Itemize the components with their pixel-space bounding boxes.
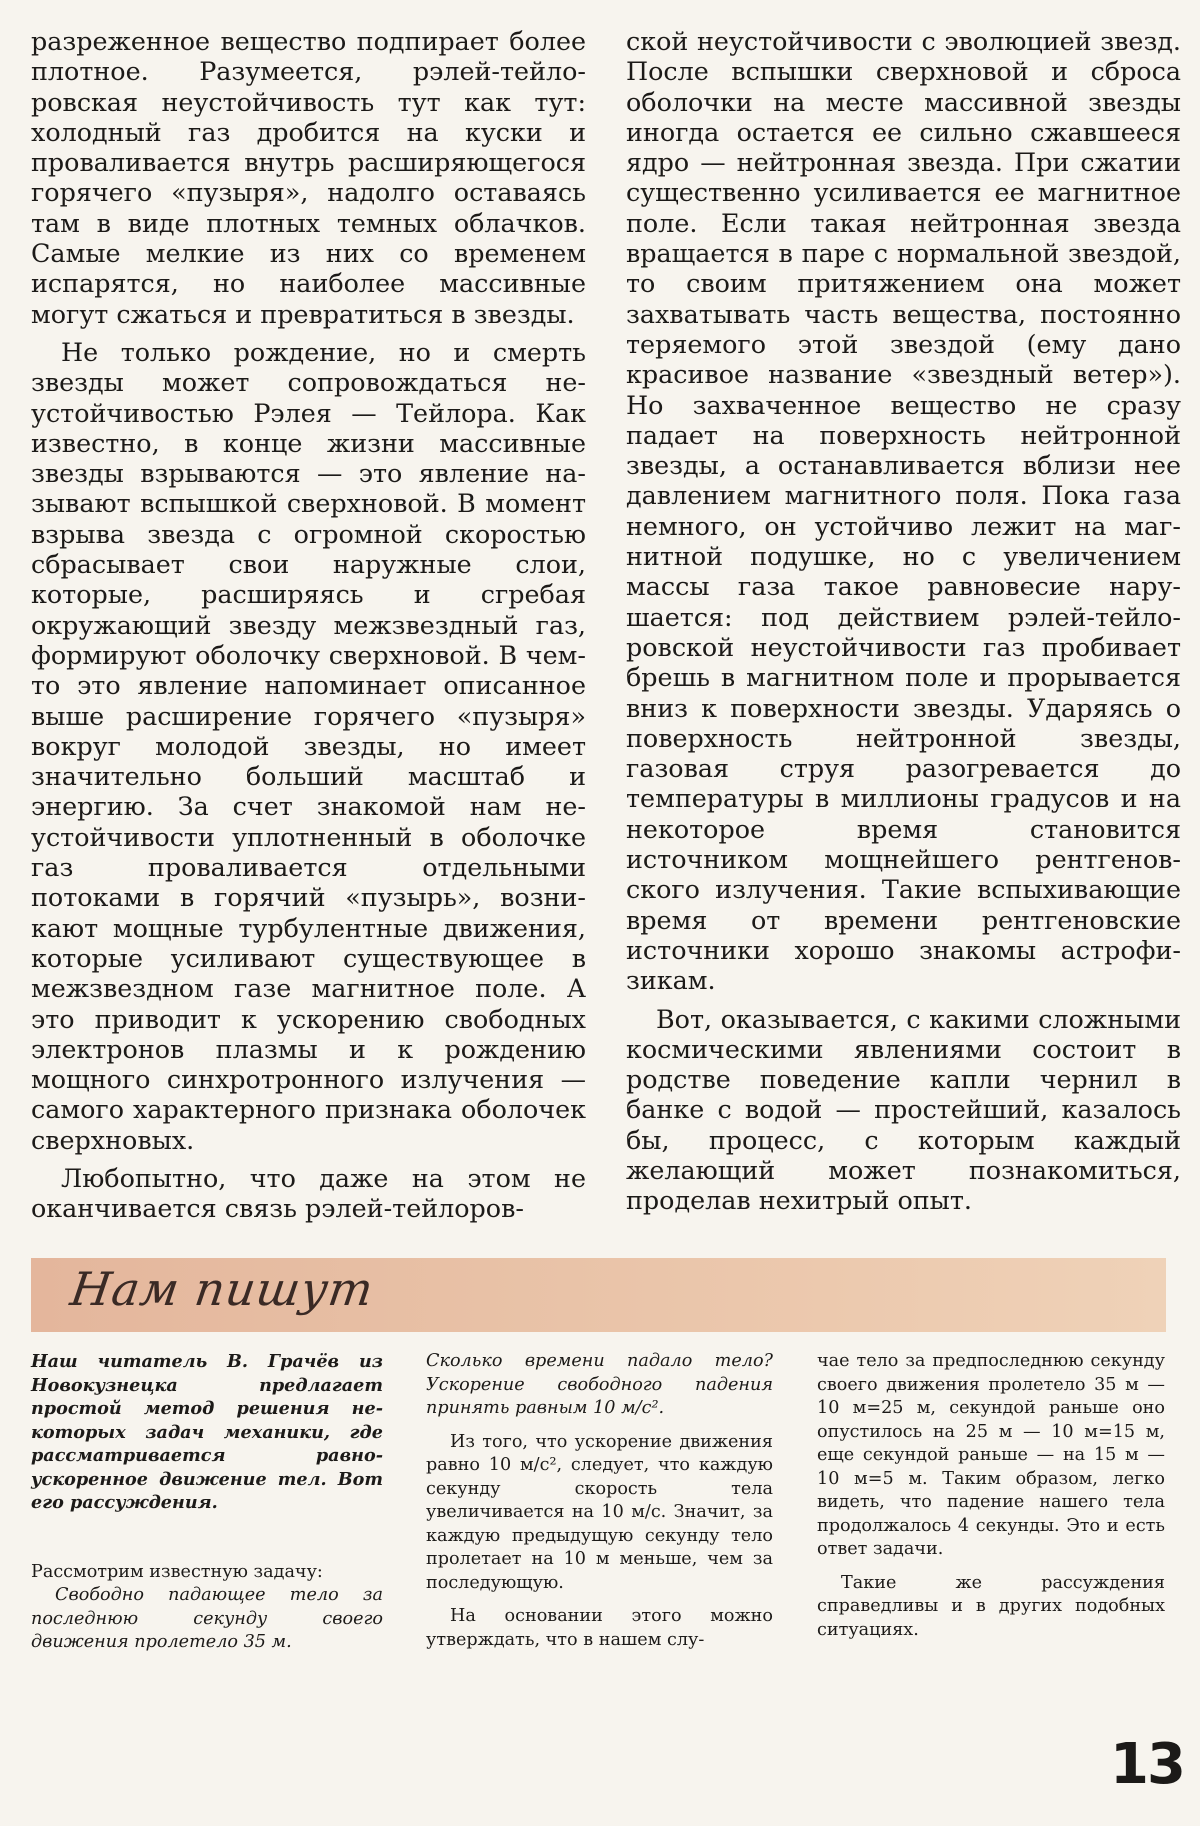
article-paragraph: Не только рождение, но и смерть звезды может сопровождаться неустойчивостью Рэлея — Тейлора. Как известно, в конце жизни массивные звезды взрываются — это явление называют вспышкой сверхновой. В момент взрыва звезда с огромной скоростью сбрасывает свои наружные слои, которые, расширяясь и сгребая окружающий звезду межзвездный газ, формируют оболочку сверхновой. В чем-то это явление напоминает описанное выше расширение горячего «пузыря» вокруг молодой звезды, но имеет значительно больший масштаб и энергию. За счет знакомой нам неустойчивости уплотненный в оболочке газ проваливается отдельными потоками в горячий «пузырь», возникают мощные турбулентные движения, которые усиливают существующее в межзвездном газе магнитное поле. А это приводит к ускорению свободных электронов плазмы и к рождению мощного синхротронного излучения — самого характерного признака оболочек сверхновых.	[31, 336, 586, 1155]
letter-column-3	[817, 1350, 1165, 1642]
letter-reasoning: Из того, что ускорение движения равно 10 м/с², следует, что каждую секунду скорость тела увеличивается на 10 м/с. Значит, за каждую предыдущую секунду тело пролетает на 10 м меньше, чем за последующую.	[426, 1431, 773, 1593]
letter-column-2	[426, 1350, 773, 1652]
article-paragraph: разреженное вещество подпирает более плотное. Разумеется, рэлей-тейлоровская неустойчивость тут как тут: холодный газ дробится на куски и проваливается внутрь расширяющегося горячего «пузыря», надолго оставаясь там в виде плотных темных облачков. Самые мелкие из них со временем испарятся, но наиболее массивные могут сжаться и превратиться в звезды.	[31, 26, 586, 329]
article-paragraph: ской неустойчивости с эволюцией звезд. После вспышки сверхновой и сброса оболочки на месте массивной звезды иногда остается ее сильно сжавшееся ядро — нейтронная звезда. При сжатии существенно усиливается ее магнитное поле. Если такая нейтронная звезда вращается в паре с нормальной звездой, то своим притяжением она может захватывать часть вещества, постоянно теряемого этой звездой (ему дано красивое название «звездный ветер»). Но захваченное вещество не сразу падает на поверхность нейтронной звезды, а останавливается вблизи нее давлением магнитного поля. Пока газа немного, он устойчиво лежит на магнитной подушке, но с увеличением массы газа такое равновесие нарушается: под действием рэлей-тейлоровской неустойчивости газ пробивает брешь в магнитном поле и прорывается вниз к поверхности звезды. Ударяясь о поверхность нейтронной звезды, газовая струя разогревается до температуры в миллионы градусов и на некоторое время становится источником мощнейшего рентгеновского излучения. Такие вспыхивающие время от времени рентгеновские источники хорошо знакомы астрофизикам.	[626, 26, 1181, 996]
letter-conclusion: Такие же рассуждения справедливы и в других подобных ситуациях.	[817, 1572, 1165, 1640]
section-banner	[31, 1258, 1166, 1332]
page-number: 13	[1110, 1732, 1184, 1797]
letter-problem-a: Свободно падающее тело за последнюю секунду своего движения пролетело 35 м.	[31, 1585, 383, 1652]
letter-intro: Наш читатель В. Грачёв из Новокузнецка предлагает простой метод решения некоторых задач механики, где рассматривается равноускоренное движение тел. Вот его рассуждения.	[31, 1351, 383, 1513]
article-left-column	[31, 26, 586, 1224]
article-paragraph: Любопытно, что даже на этом не оканчивается связь рэлей-тейлоров-	[31, 1162, 586, 1224]
article-paragraph: Вот, оказывается, с какими сложными космическими явлениями состоит в родстве поведение капли чернил в банке с водой — простейший, казалось бы, процесс, с которым каждый желающий может познакомиться, проделав нехитрый опыт.	[626, 1003, 1181, 1216]
letter-column-1	[31, 1350, 383, 1655]
letter-problem-b: Сколько времени падало тело? Ускорение свободного падения принять равным 10 м/с².	[426, 1351, 773, 1418]
letter-reasoning: чае тело за предпоследнюю секунду своего движения пролетело 35 м — 10 м=25 м, секундой раньше оно опустилось на 25 м — 10 м=15 м, еще секундой раньше — на 15 м — 10 м=5 м. Таким образом, легко видеть, что падение нашего тела продолжалось 4 секунды. Это и есть ответ задачи.	[817, 1351, 1165, 1559]
letter-reasoning: На основании этого можно утверждать, что в нашем слу-	[426, 1606, 773, 1650]
letter-consider: Рассмотрим известную задачу:	[31, 1561, 323, 1582]
article-right-column	[626, 26, 1181, 1216]
section-title: Нам пишут	[67, 1262, 378, 1316]
